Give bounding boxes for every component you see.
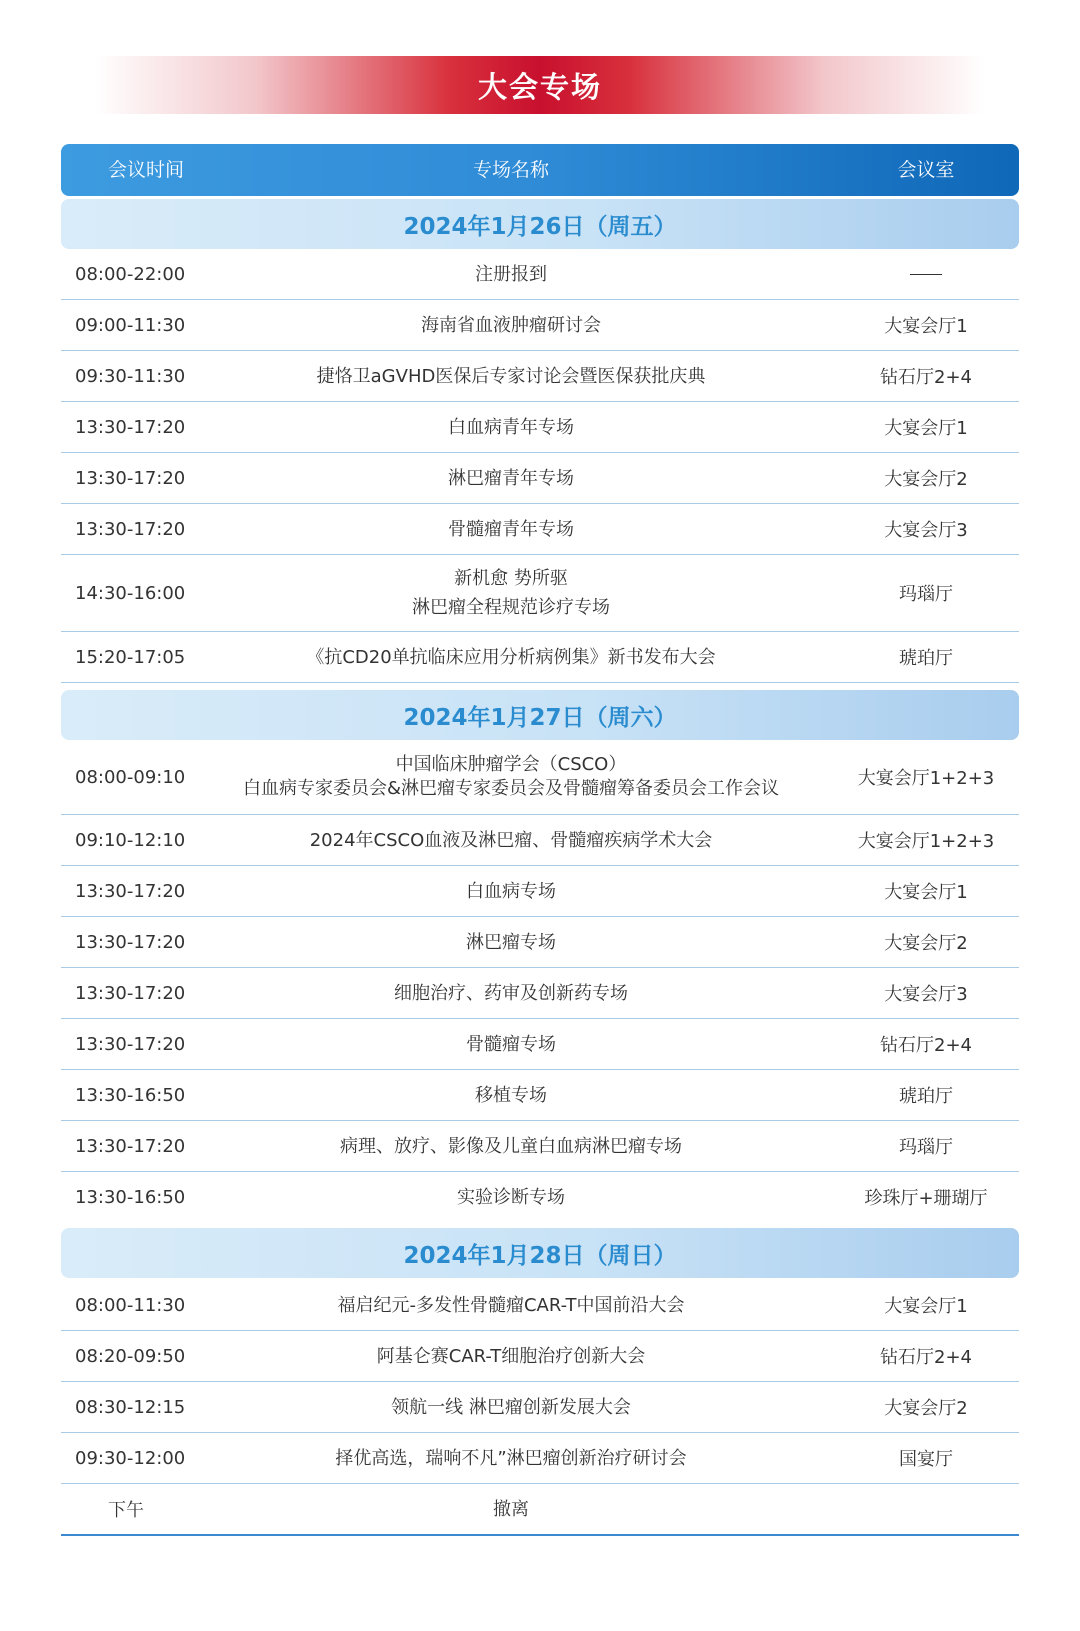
session-name: 2024年CSCO血液及淋巴瘤、骨髓瘤疾病学术大会 xyxy=(309,829,713,851)
table-row xyxy=(61,351,1019,402)
session-time: 13:30-17:20 xyxy=(75,982,186,1004)
table-row xyxy=(61,632,1019,683)
session-time: 13:30-16:50 xyxy=(75,1186,186,1208)
table-row xyxy=(61,1121,1019,1172)
session-room: 大宴会厅1 xyxy=(884,882,968,903)
table-row xyxy=(61,1019,1019,1070)
table-row xyxy=(61,917,1019,968)
session-time: 13:30-17:20 xyxy=(75,1135,186,1157)
session-room: 国宴厅 xyxy=(899,1449,953,1470)
table-row xyxy=(61,300,1019,351)
table-row xyxy=(61,1484,1019,1536)
session-time: 09:30-11:30 xyxy=(75,365,186,387)
table-row xyxy=(61,1172,1019,1222)
session-time: 13:30-17:20 xyxy=(75,416,186,438)
date-bar-day2 xyxy=(61,690,1019,740)
session-name: 《抗CD20单抗临床应用分析病例集》新书发布大会 xyxy=(306,646,716,668)
table-row xyxy=(61,1070,1019,1121)
session-name: 阿基仑赛CAR-T细胞治疗创新大会 xyxy=(376,1345,646,1367)
session-name: 领航一线 淋巴瘤创新发展大会 xyxy=(391,1396,631,1418)
session-name: 病理、放疗、影像及儿童白血病淋巴瘤专场 xyxy=(340,1135,682,1157)
session-name: 择优高选，瑞响不凡”淋巴瘤创新治疗研讨会 xyxy=(335,1447,687,1469)
table-row xyxy=(61,1280,1019,1331)
session-room: 玛瑙厅 xyxy=(899,584,953,605)
session-name: 骨髓瘤专场 xyxy=(466,1033,556,1055)
date-bar-day3 xyxy=(61,1228,1019,1278)
session-name: 中国临床肿瘤学会（CSCO） 白血病专家委员会&淋巴瘤专家委员会及骨髓瘤筹备委员会工作会议 xyxy=(242,754,780,799)
session-room: 大宴会厅3 xyxy=(884,984,968,1005)
session-room: 大宴会厅2 xyxy=(884,933,968,954)
header-room: 会议室 xyxy=(897,159,955,181)
session-room: 钻石厅2+4 xyxy=(880,367,972,388)
session-time: 08:30-12:15 xyxy=(75,1396,186,1418)
session-time: 08:00-11:30 xyxy=(75,1294,186,1316)
session-time: 15:20-17:05 xyxy=(75,646,186,668)
session-room xyxy=(831,1484,1021,1534)
date-label: 2024年1月27日（周六） xyxy=(403,704,677,731)
session-time: 13:30-17:20 xyxy=(75,1033,186,1055)
session-name: 福启纪元-多发性骨髓瘤CAR-T中国前沿大会 xyxy=(337,1294,685,1316)
date-label: 2024年1月26日（周五） xyxy=(403,213,677,240)
header-time: 会议时间 xyxy=(107,159,184,181)
session-name: 白血病专场 xyxy=(466,880,556,902)
session-name: 淋巴瘤青年专场 xyxy=(448,467,574,489)
session-room: 大宴会厅3 xyxy=(884,520,968,541)
session-name: 新机愈 势所驱 淋巴瘤全程规范诊疗专场 xyxy=(412,568,610,618)
table-row xyxy=(61,1331,1019,1382)
session-time: 08:20-09:50 xyxy=(75,1345,186,1367)
session-time: 13:30-17:20 xyxy=(75,931,186,953)
session-time: 13:30-17:20 xyxy=(75,467,186,489)
session-room: 大宴会厅1 xyxy=(884,316,968,337)
session-room: 大宴会厅1+2+3 xyxy=(857,831,995,852)
session-time: 08:00-09:10 xyxy=(75,766,186,788)
session-name: 白血病青年专场 xyxy=(448,416,574,438)
session-room: 大宴会厅1 xyxy=(884,1296,968,1317)
table-row xyxy=(61,249,1019,300)
session-room: 琥珀厅 xyxy=(899,648,953,669)
session-name: 注册报到 xyxy=(475,263,547,285)
session-room: 大宴会厅1 xyxy=(884,418,968,439)
dash-mark xyxy=(910,274,942,275)
session-room: 大宴会厅2 xyxy=(884,1398,968,1419)
session-name: 海南省血液肿瘤研讨会 xyxy=(421,314,601,336)
table-row xyxy=(61,740,1019,815)
table-row xyxy=(61,453,1019,504)
table-row xyxy=(61,402,1019,453)
date-label: 2024年1月28日（周日） xyxy=(403,1242,677,1269)
table-header xyxy=(61,144,1019,196)
session-name: 淋巴瘤专场 xyxy=(466,931,556,953)
session-name: 细胞治疗、药审及创新药专场 xyxy=(394,982,628,1004)
session-time: 13:30-17:20 xyxy=(75,880,186,902)
title-banner xyxy=(95,56,985,114)
session-room: 珍珠厅+珊瑚厅 xyxy=(864,1188,988,1209)
table-row xyxy=(61,555,1019,632)
session-name: 实验诊断专场 xyxy=(457,1186,565,1208)
session-time: 08:00-22:00 xyxy=(75,263,186,285)
table-row xyxy=(61,968,1019,1019)
session-name: 捷恪卫aGVHD医保后专家讨论会暨医保获批庆典 xyxy=(316,365,706,387)
session-time: 09:30-12:00 xyxy=(75,1447,186,1469)
session-room: 玛瑙厅 xyxy=(899,1137,953,1158)
page-title: 大会专场 xyxy=(477,69,602,104)
session-time: 下午 xyxy=(108,1500,144,1521)
session-name: 移植专场 xyxy=(475,1084,547,1106)
table-row xyxy=(61,866,1019,917)
session-name: 撤离 xyxy=(493,1498,529,1520)
table-row xyxy=(61,815,1019,866)
session-name: 骨髓瘤青年专场 xyxy=(448,518,574,540)
session-room: 钻石厅2+4 xyxy=(880,1347,972,1368)
table-row xyxy=(61,1433,1019,1484)
session-time: 09:10-12:10 xyxy=(75,829,186,851)
session-time: 09:00-11:30 xyxy=(75,314,186,336)
session-room: 钻石厅2+4 xyxy=(880,1035,972,1056)
header-name: 专场名称 xyxy=(472,159,549,181)
date-bar-day1 xyxy=(61,199,1019,249)
session-room xyxy=(831,249,1021,299)
session-room: 大宴会厅1+2+3 xyxy=(857,768,995,789)
session-room: 大宴会厅2 xyxy=(884,469,968,490)
session-time: 13:30-16:50 xyxy=(75,1084,186,1106)
session-time: 14:30-16:00 xyxy=(75,582,186,604)
table-row xyxy=(61,1382,1019,1433)
session-room: 琥珀厅 xyxy=(899,1086,953,1107)
table-row xyxy=(61,504,1019,555)
session-time: 13:30-17:20 xyxy=(75,518,186,540)
